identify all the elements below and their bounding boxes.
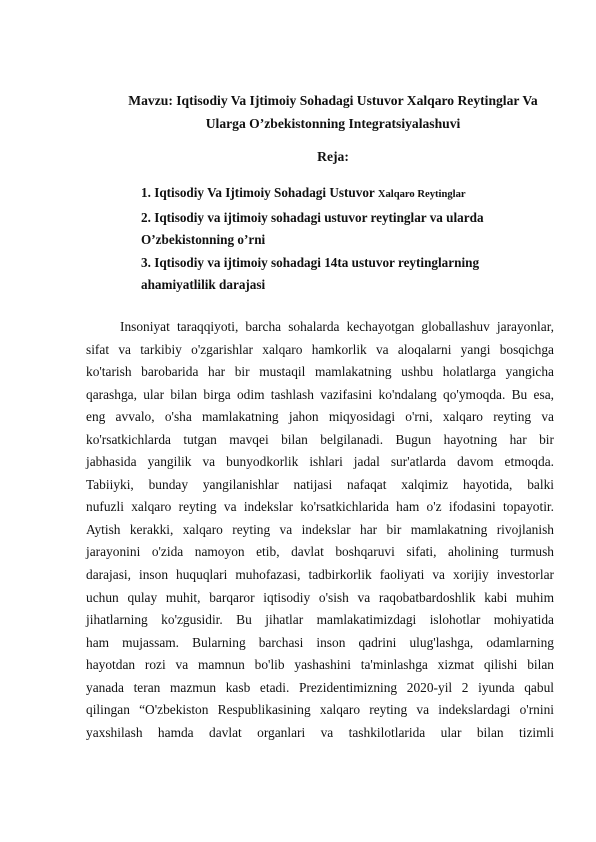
plan-item-2-line-1: 2. Iqtisodiy va ijtimoiy sohadagi ustuvor reytinglar va ularda	[141, 209, 484, 225]
plan-item-3-line-1: 3. Iqtisodiy va ijtimoiy sohadagi 14ta ustuvor reytinglarning	[141, 254, 480, 270]
plan-heading: Reja:	[317, 149, 349, 164]
body-line: nufuzli xalqaro reyting va indekslar ko'rsatkichlarida ham o'z ifodasini topayotir.	[86, 499, 554, 515]
body-line: eng avvalo, o'sha mamlakatning jahon miqyosidagi o'rni, xalqaro reyting va	[86, 409, 554, 425]
plan-item-2-line-2: O’zbekistonning o’rni	[141, 232, 266, 247]
body-line: Aytish kerakki, xalqaro reyting va indekslar har bir mamlakatning rivojlanish	[86, 521, 554, 537]
body-line: uchun qulay muhit, barqaror iqtisodiy o'sish va raqobatbardoshlik kabi muhim	[86, 589, 554, 605]
plan-item-1-main: 1. Iqtisodiy Va Ijtimoiy Sohadagi Ustuvor	[141, 185, 378, 200]
plan-list	[141, 182, 541, 297]
body-line: yanada teran mazmun kasb etadi. Prezidentimizning 2020-yil 2 iyunda qabul	[86, 679, 554, 695]
body-line: hayotdan rozi va mamnun bo'lib yashashini ta'minlashga xizmat qilishi bilan	[86, 657, 554, 673]
title-line-1: Mavzu: Iqtisodiy Va Ijtimoiy Sohadagi Ustuvor Xalqaro Reytinglar Va	[128, 93, 538, 108]
body-line: Tabiiyki, bunday yangilanishlar natijasi nafaqat xalqimiz hayotida, balki	[86, 476, 554, 492]
body-line: jarayonini o'zida namoyon etib, davlat boshqaruvi sifati, aholining turmush	[86, 544, 554, 560]
plan-item-3-line-2: ahamiyatlilik darajasi	[141, 277, 266, 292]
body-line: qilingan “O'zbekiston Respublikasining xalqaro reyting va indekslardagi o'rnini	[86, 702, 554, 718]
body-paragraph	[86, 316, 554, 744]
plan-item-1-small: Xalqaro Reytinglar	[377, 189, 466, 200]
plan-item-1	[141, 182, 541, 207]
body-line: qarashga, ular bilan birga odim tashlash vazifasini ko'ndalang qo'ymoqda. Bu esa,	[86, 386, 554, 402]
document-title	[100, 89, 566, 135]
body-line: jihatlarning ko'zgusidir. Bu jihatlar mamlakatimizdagi islohotlar mohiyatida	[86, 612, 554, 628]
body-line: Insoniyat taraqqiyoti, barcha sohalarda kechayotgan globallashuv jarayonlar,	[120, 319, 554, 334]
body-line: jabhasida yangilik va bunyodkorlik ishlari jadal sur'atlarda davom etmoqda.	[86, 454, 554, 470]
body-line: ham mujassam. Bularning barchasi inson qadrini ulug'lashga, odamlarning	[86, 634, 554, 650]
body-line: ko'rsatkichlarda tutgan mavqei bilan belgilanadi. Bugun hayotning har bir	[86, 431, 554, 447]
body-line: yaxshilash hamda davlat organlari va tashkilotlarida ular bilan tizimli	[86, 724, 554, 740]
title-line-2: Ularga O’zbekistonning Integratsiyalashuvi	[205, 116, 461, 131]
body-line: sifat va tarkibiy o'zgarishlar xalqaro hamkorlik va aloqalarni yangi bosqichga	[86, 341, 554, 357]
body-line: ko'tarish barobarida har bir mustaqil mamlakatning ushbu holatlarga yangicha	[86, 364, 554, 380]
body-line: darajasi, inson huquqlari muhofazasi, tadbirkorlik faoliyati va xorijiy investorlar	[86, 567, 554, 583]
